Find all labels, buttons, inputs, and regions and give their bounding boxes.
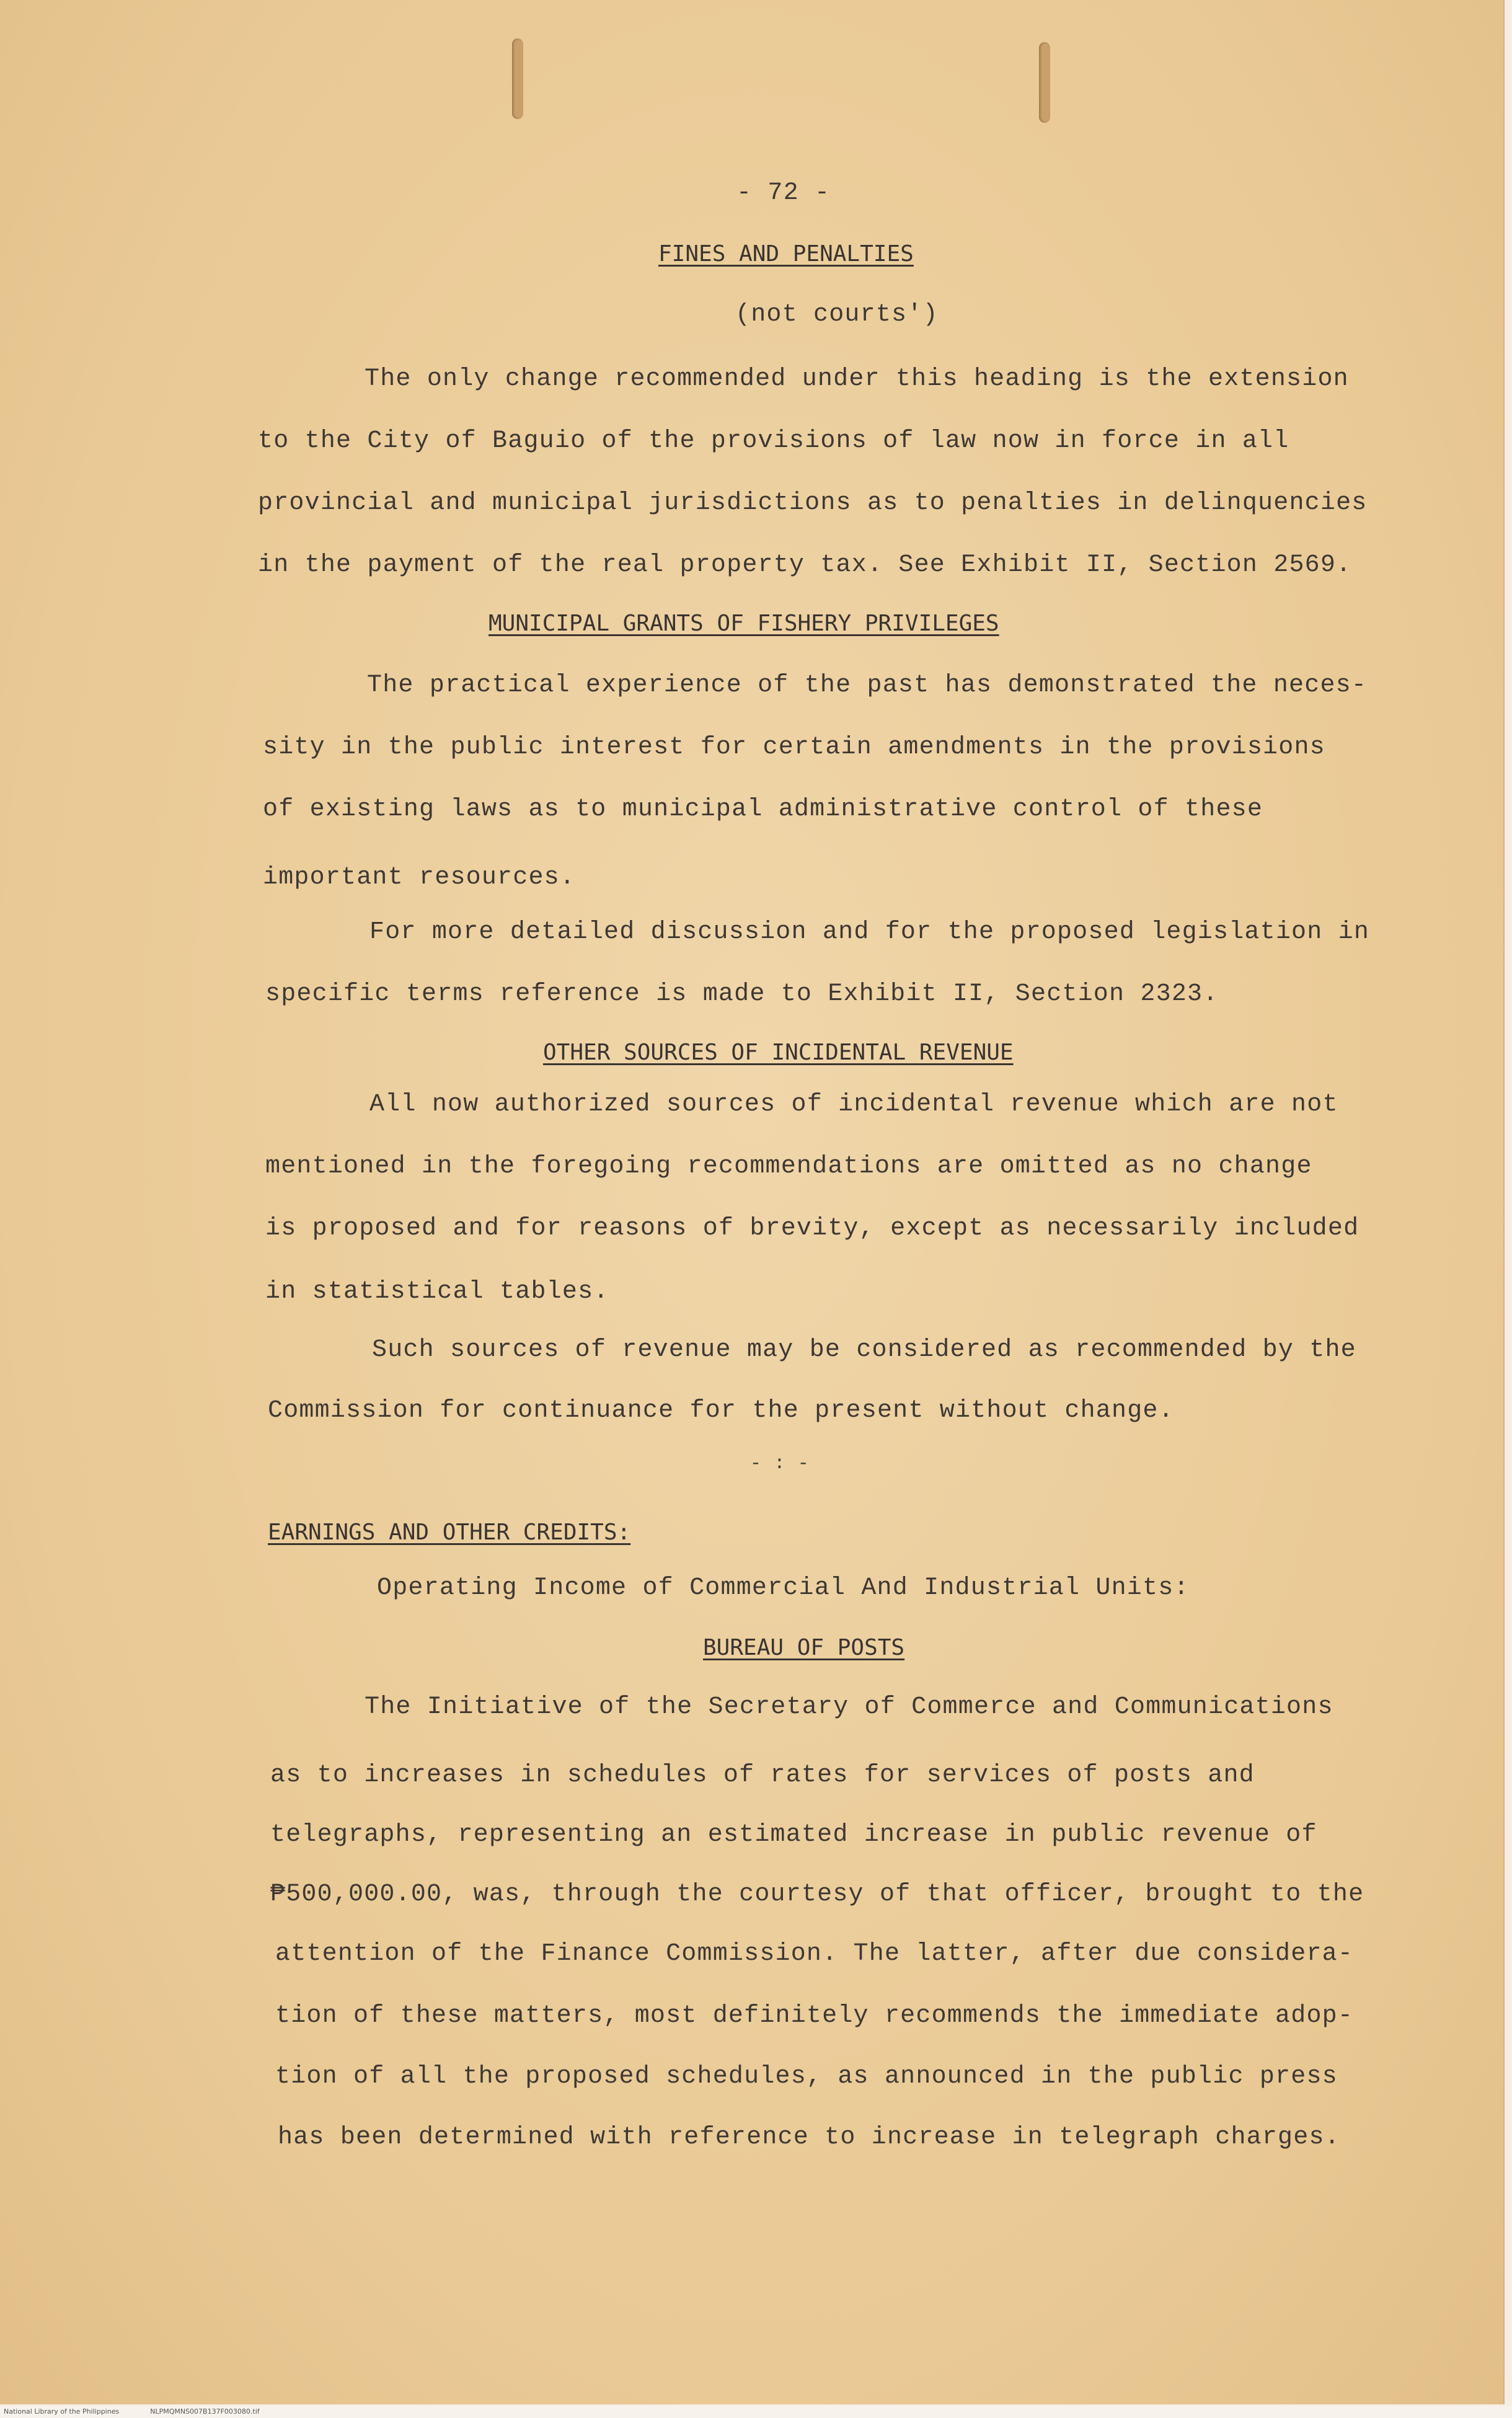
text-line: has been determined with reference to increase in telegraph charges.	[278, 2124, 1340, 2151]
text-line: tion of all the proposed schedules, as announced in the public press	[275, 2063, 1338, 2091]
binding-hole	[512, 38, 523, 119]
binding-hole	[1039, 42, 1050, 123]
text-line: For more detailed discussion and for the proposed legislation in	[369, 918, 1370, 946]
text-line: specific terms reference is made to Exhibit II, Section 2323.	[265, 980, 1219, 1008]
scan-footer	[0, 2406, 1512, 2418]
text-line: important resources.	[263, 864, 576, 892]
section-heading-earnings: EARNINGS AND OTHER CREDITS:	[268, 1520, 631, 1545]
text-line: in statistical tables.	[265, 1278, 609, 1306]
text-line: All now authorized sources of incidental revenue which are not	[369, 1091, 1338, 1118]
section-heading-other: OTHER SOURCES OF INCIDENTAL REVENUE	[543, 1040, 1014, 1065]
text-line: provincial and municipal jurisdictions as to penalties in delinquencies	[258, 489, 1368, 517]
text-line: in the payment of the real property tax. See Exhibit II, Section 2569.	[258, 551, 1352, 579]
text-line: ₱500,000.00, was, through the courtesy of that officer, brought to the	[270, 1880, 1364, 1908]
text-line: sity in the public interest for certain amendments in the provisions	[263, 733, 1325, 761]
text-line: mentioned in the foregoing recommendations are omitted as no change	[265, 1153, 1312, 1180]
section-subheading-fines: (not courts')	[735, 301, 939, 329]
text-line: Commission for continuance for the present without change.	[268, 1397, 1174, 1425]
section-subheading-earnings: Operating Income of Commercial And Industrial Units:	[377, 1574, 1190, 1602]
text-line: attention of the Finance Commission. The latter, after due considera-	[275, 1940, 1354, 1968]
text-line: as to increases in schedules of rates for services of posts and	[270, 1761, 1255, 1789]
unit-heading-posts: BUREAU OF POSTS	[703, 1635, 905, 1660]
text-line: tion of these matters, most definitely recommends the immediate adop-	[275, 2002, 1354, 2030]
text-line: The practical experience of the past has demonstrated the neces-	[367, 671, 1368, 699]
section-heading-fishery: MUNICIPAL GRANTS OF FISHERY PRIVILEGES	[489, 611, 999, 636]
section-separator: - : -	[750, 1453, 810, 1474]
section-heading-fines: FINES AND PENALTIES	[658, 241, 914, 267]
page-number: - 72 -	[736, 179, 831, 207]
text-line: is proposed and for reasons of brevity, except as necessarily included	[265, 1215, 1359, 1242]
footer-library: National Library of the Philippines	[4, 2407, 120, 2416]
text-line: of existing laws as to municipal administrative control of these	[263, 795, 1263, 823]
text-line: The Initiative of the Secretary of Commerce and Communications	[365, 1693, 1333, 1721]
text-line: telegraphs, representing an estimated increase in public revenue of	[270, 1821, 1317, 1849]
text-line: to the City of Baguio of the provisions of law now in force in all	[258, 427, 1289, 455]
text-line: The only change recommended under this heading is the extension	[365, 365, 1349, 393]
text-line: Such sources of revenue may be considered as recommended by the	[372, 1336, 1356, 1364]
footer-file-code: NLPMQMNS007B137F003080.tif	[150, 2407, 260, 2416]
